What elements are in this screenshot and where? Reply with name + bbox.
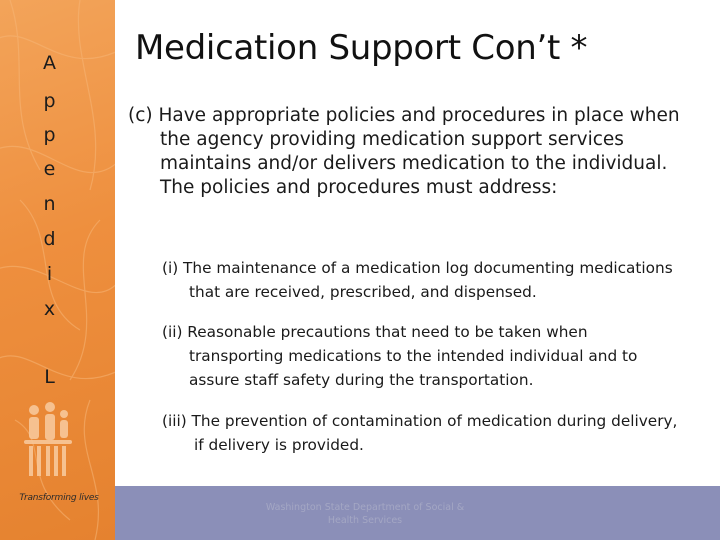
appendix-letter: d [43, 228, 56, 250]
tagline: Transforming lives [19, 493, 99, 503]
dshs-family-logo-icon [22, 402, 74, 482]
appendix-letter: L [44, 366, 55, 388]
list-item [162, 320, 637, 392]
list-item-line: (ii) Reasonable precautions that need to be taken when [162, 323, 588, 341]
appendix-letter: A [43, 52, 56, 74]
list-item [162, 409, 677, 457]
list-item [162, 256, 673, 304]
page-number: 4 of 6 [655, 466, 702, 484]
footer-line: Washington State Department of Social & [265, 502, 465, 513]
paragraph-line: the agency providing medication support services [160, 129, 624, 150]
appendix-letter: n [43, 193, 56, 215]
appendix-letter: p [43, 124, 56, 146]
paragraph-line: The policies and procedures must address: [160, 177, 558, 198]
list-item-line: (iii) The prevention of contamination of medication during delivery, [162, 412, 678, 430]
list-item-line: (i) The maintenance of a medication log documenting medications [162, 259, 673, 277]
list-item-line: transporting medications to the intended individual and to [189, 347, 638, 365]
appendix-letter: x [43, 298, 56, 320]
paragraph-line: maintains and/or delivers medication to the individual. [160, 153, 668, 174]
appendix-letter: e [43, 158, 56, 180]
appendix-letter: i [46, 263, 53, 285]
footer-line: Health Services [327, 515, 403, 526]
main-paragraph [128, 104, 680, 200]
slide-title: Medication Support Con’t * [135, 28, 588, 68]
paragraph-line: (c) Have appropriate policies and procedures in place when [128, 105, 680, 126]
sidebar [0, 0, 115, 540]
list-item-line: if delivery is provided. [194, 436, 364, 454]
list-item-line: assure staff safety during the transportation. [189, 371, 534, 389]
footer-text [250, 501, 480, 527]
list-item-line: that are received, prescribed, and dispensed. [189, 283, 537, 301]
appendix-letter: p [43, 90, 56, 112]
